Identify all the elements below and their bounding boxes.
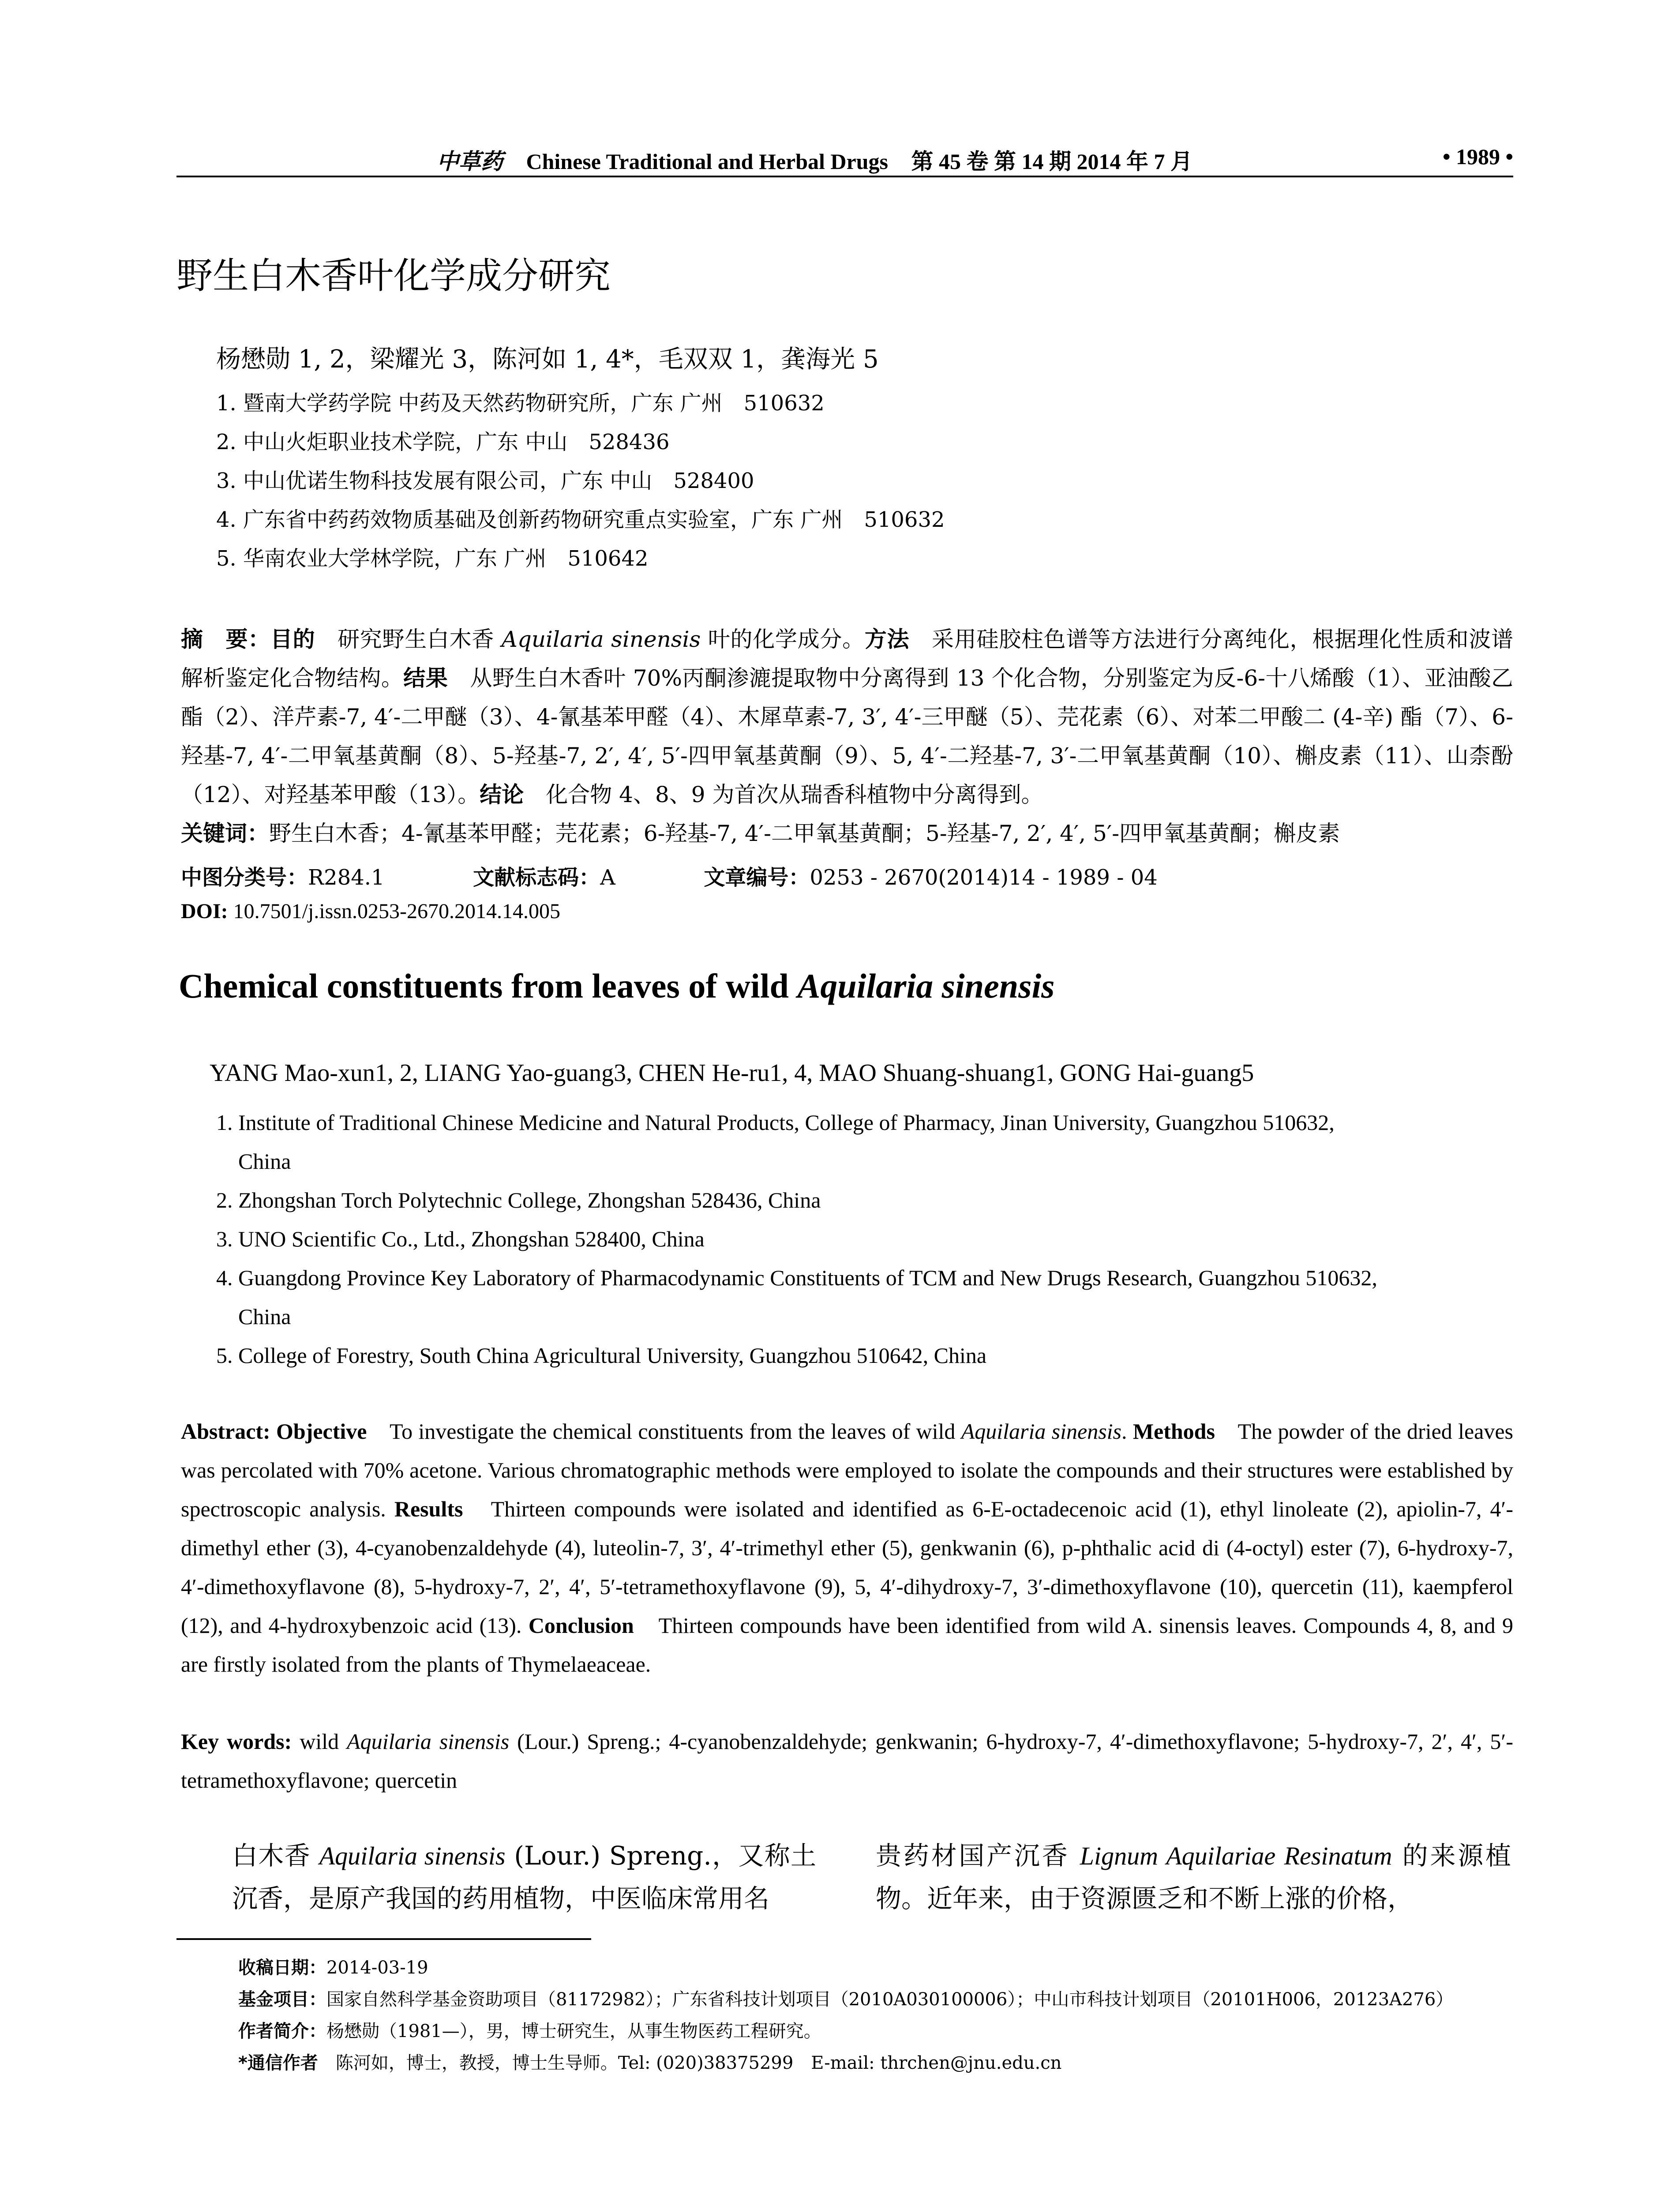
abstract-en-results-label: Results	[394, 1497, 463, 1521]
doi-label: DOI:	[181, 900, 228, 923]
abstract-en-conclusion: Thirteen compounds have been identified from wild A. sinensis leaves. Compounds 4, 8, and 9 are firstly isolated from the plants of Thymelaeaceae.	[181, 1613, 1514, 1677]
body-paragraph-1-cont	[876, 1835, 1511, 1920]
keywords-en-text-b: (Lour.) Spreng.; 4-cyanobenzaldehyde; genkwanin; 6-hydroxy-7, 4′-dimethoxyflavone; 5-hydroxy-7, 2′, 4′, 5′-tetramethoxyflavone; quercetin	[181, 1729, 1513, 1793]
body-right-species: Lignum Aquilariae Resinatum	[1080, 1842, 1392, 1870]
body-right-a: 贵药材国产沉香	[876, 1841, 1080, 1871]
footnote-author-value: 杨懋勋（1981—），男，博士研究生，从事生物医药工程研究。	[326, 2021, 821, 2041]
abstract-cn-method-label: 方法	[864, 627, 910, 652]
authors-en: YANG Mao-xun1, 2, LIANG Yao-guang3, CHEN He-ru1, 4, MAO Shuang-shuang1, GONG Hai-guang5	[210, 1059, 1254, 1087]
title-en	[179, 966, 1054, 1006]
abstract-cn-result-label: 结果	[403, 665, 448, 691]
affiliation-en-1-num: 1.	[216, 1110, 233, 1135]
classification-line	[181, 860, 1158, 891]
body-left-a: 白木香	[232, 1841, 319, 1871]
doc-code-value: A	[600, 865, 615, 890]
article-no-label: 文章编号：	[704, 865, 810, 890]
doi-line	[181, 899, 560, 923]
footnote-corresponding	[238, 2049, 1061, 2074]
keywords-en-label: Key words:	[181, 1729, 292, 1754]
affiliation-en-5-text: College of Forestry, South China Agricultural University, Guangzhou 510642, China	[238, 1343, 987, 1368]
affiliation-en-5-num: 5.	[216, 1343, 233, 1368]
footnote-corresponding-value: 陈河如，博士，教授，博士生导师。Tel: (020)38375299 E-mail: thrchen@jnu.edu.cn	[318, 2053, 1062, 2073]
abstract-cn-objective-label: 目的	[270, 627, 315, 652]
affiliation-cn-4: 4. 广东省中药药效物质基础及创新药物研究重点实验室，广东 广州 510632	[216, 507, 945, 532]
affiliation-en-3-num: 3.	[216, 1227, 233, 1251]
affiliation-en-2-num: 2.	[216, 1188, 233, 1212]
footnote-received	[238, 1954, 428, 1979]
affiliation-en-5	[216, 1336, 1513, 1375]
footnote-fund	[238, 1985, 1453, 2011]
abstract-en-label: Abstract: Objective	[181, 1419, 367, 1444]
abstract-en-methods: The powder of the dried leaves was percolated with 70% acetone. Various chromatographic methods were employed to isolate the compounds and their structures were established by spectroscopic analysis.	[181, 1419, 1514, 1521]
footnote-received-value: 2014-03-19	[326, 1958, 428, 1978]
abstract-cn-label: 摘 要：	[181, 627, 270, 652]
keywords-cn-label: 关键词：	[181, 821, 269, 846]
affiliation-en-4-num: 4.	[216, 1265, 233, 1290]
abstract-en-results: Thirteen compounds were isolated and identified as 6-E-octadecenoic acid (1), ethyl linoleate (2), apiolin-7, 4′-dimethyl ether (3), 4-cyanobenzaldehyde (4), luteolin-7, 3′, 4′-trimethyl ether (5), genkwanin (6), p-phthalic acid di (4-octyl) ester (7), 6-hydroxy-7, 4′-dimethoxyflavone (8), 5-hydroxy-7, 2′, 4′, 5′-tetramethoxyflavone (9), 5, 4′-dihydroxy-7, 3′-dimethoxyflavone (10), quercetin (11), kaempferol (12), and 4-hydroxybenzoic acid (13).	[181, 1497, 1514, 1638]
affiliation-en-2-text: Zhongshan Torch Polytechnic College, Zhongshan 528436, China	[238, 1188, 821, 1212]
keywords-en-text-a: wild	[292, 1729, 347, 1754]
affiliation-en-2	[216, 1181, 1513, 1219]
doc-code-label: 文献标志码：	[473, 865, 600, 890]
affiliation-en-1-cont: China	[238, 1149, 291, 1174]
body-column-right	[876, 1835, 1511, 1920]
affiliation-cn-3: 3. 中山优诺生物科技发展有限公司，广东 中山 528400	[216, 469, 754, 493]
footnote-author-label: 作者简介：	[238, 2021, 326, 2041]
keywords-en	[181, 1722, 1513, 1800]
abstract-cn-conclusion-label: 结论	[480, 782, 524, 807]
abstract-en	[181, 1412, 1513, 1684]
clc-value: R284.1	[308, 865, 385, 890]
keywords-cn	[181, 814, 1513, 853]
abstract-cn-objective-b: 叶的化学成分。	[708, 627, 865, 652]
abstract-cn-result: 从野生白木香叶 70%丙酮渗漉提取物中分离得到 13 个化合物，分别鉴定为反-6-十八烯酸（1）、亚油酸乙酯（2）、洋芹素-7, 4′-二甲醚（3）、4-氰基苯甲醛（4）、木犀草素-7, 3′, 4′-三甲醚（5）、芫花素（6）、对苯二甲酸二 (4-辛) 酯（7）、6-羟基-7, 4′-二甲氧基黄酮（8）、5-羟基-7, 2′, 4′, 5′-四甲氧基黄酮（9）、5, 4′-二羟基-7, 3′-二甲氧基黄酮（10）、槲皮素（11）、山柰酚（12）、对羟基苯甲酸（13）。	[181, 665, 1513, 807]
affiliation-cn-1: 1. 暨南大学药学院 中药及天然药物研究所，广东 广州 510632	[216, 391, 825, 416]
keywords-en-species: Aquilaria sinensis	[347, 1729, 510, 1754]
keywords-cn-text: 野生白木香；4-氰基苯甲醛；芫花素；6-羟基-7, 4′-二甲氧基黄酮；5-羟基-7, 2′, 4′, 5′-四甲氧基黄酮；槲皮素	[269, 821, 1340, 846]
body-column-left	[181, 1835, 816, 1920]
journal-name	[437, 144, 1192, 176]
running-header	[176, 140, 1513, 177]
issue-info: 第 45 卷 第 14 期 2014 年 7 月	[911, 149, 1192, 174]
title-en-text: Chemical constituents from leaves of wild	[179, 967, 798, 1005]
affiliation-en-3	[216, 1219, 1513, 1258]
body-paragraph-1	[181, 1835, 816, 1920]
abstract-cn-conclusion: 化合物 4、8、9 为首次从瑞香科植物中分离得到。	[524, 782, 1043, 807]
abstract-cn-objective-a: 研究野生白木香	[315, 627, 495, 652]
authors-cn: 杨懋勋 1, 2，梁耀光 3，陈河如 1, 4*，毛双双 1，龚海光 5	[216, 345, 879, 374]
article-no-value: 0253 - 2670(2014)14 - 1989 - 04	[810, 865, 1158, 890]
footnote-received-label: 收稿日期：	[238, 1958, 326, 1978]
body-left-b: (Lour.) Spreng.，又称土沉香，是原产我国的药用植物，中医临床常用名	[232, 1841, 817, 1913]
body-left-species: Aquilaria sinensis	[319, 1842, 506, 1870]
body-right-b: 的来源植物。近年来，由于资源匮乏和不断上涨的价格，	[876, 1841, 1511, 1913]
clc-label: 中图分类号：	[181, 865, 308, 890]
footnote-rule	[176, 1938, 591, 1940]
footnote-fund-label: 基金项目：	[238, 1989, 326, 2010]
footnote-corresponding-label: *通信作者	[238, 2053, 318, 2073]
abstract-en-objective-b: .	[1121, 1419, 1133, 1444]
abstract-cn-species: Aquilaria sinensis	[494, 627, 708, 652]
footnote-author	[238, 2017, 821, 2042]
affiliation-en-4-text: Guangdong Province Key Laboratory of Pharmacodynamic Constituents of TCM and New Drugs Research, Guangzhou 510632,	[238, 1265, 1377, 1290]
page-number: • 1989 •	[1442, 144, 1513, 169]
abstract-cn-method: 采用硅胶柱色谱等方法进行分离纯化，根据理化性质和波谱解析鉴定化合物结构。	[181, 627, 1514, 691]
footnote-fund-value: 国家自然科学基金资助项目（81172982）；广东省科技计划项目（2010A030100006）；中山市科技计划项目（20101H006，20123A276）	[326, 1989, 1454, 2010]
affiliation-en-1	[216, 1103, 1513, 1181]
affiliation-en-3-text: UNO Scientific Co., Ltd., Zhongshan 528400, China	[238, 1227, 705, 1251]
title-cn: 野生白木香叶化学成分研究	[176, 255, 611, 297]
abstract-cn	[181, 620, 1513, 814]
journal-en-name: Chinese Traditional and Herbal Drugs	[526, 149, 888, 174]
abstract-en-species: Aquilaria sinensis	[961, 1419, 1122, 1444]
abstract-en-objective-a: To investigate the chemical constituents from the leaves of wild	[367, 1419, 961, 1444]
affiliation-en-1-text: Institute of Traditional Chinese Medicine and Natural Products, College of Pharmacy, Jinan University, Guangzhou 510632,	[238, 1110, 1335, 1135]
journal-cn-logo: 中草药	[437, 148, 503, 174]
abstract-en-methods-label: Methods	[1132, 1419, 1215, 1444]
abstract-en-conclusion-label: Conclusion	[528, 1613, 634, 1638]
affiliation-en-4	[216, 1258, 1513, 1336]
affiliation-cn-2: 2. 中山火炬职业技术学院，广东 中山 528436	[216, 430, 670, 454]
title-en-species: Aquilaria sinensis	[797, 967, 1055, 1005]
affiliation-en-4-cont: China	[238, 1304, 291, 1329]
doi-value: 10.7501/j.issn.0253-2670.2014.14.005	[228, 900, 561, 923]
affiliation-cn-5: 5. 华南农业大学林学院，广东 广州 510642	[216, 546, 649, 571]
